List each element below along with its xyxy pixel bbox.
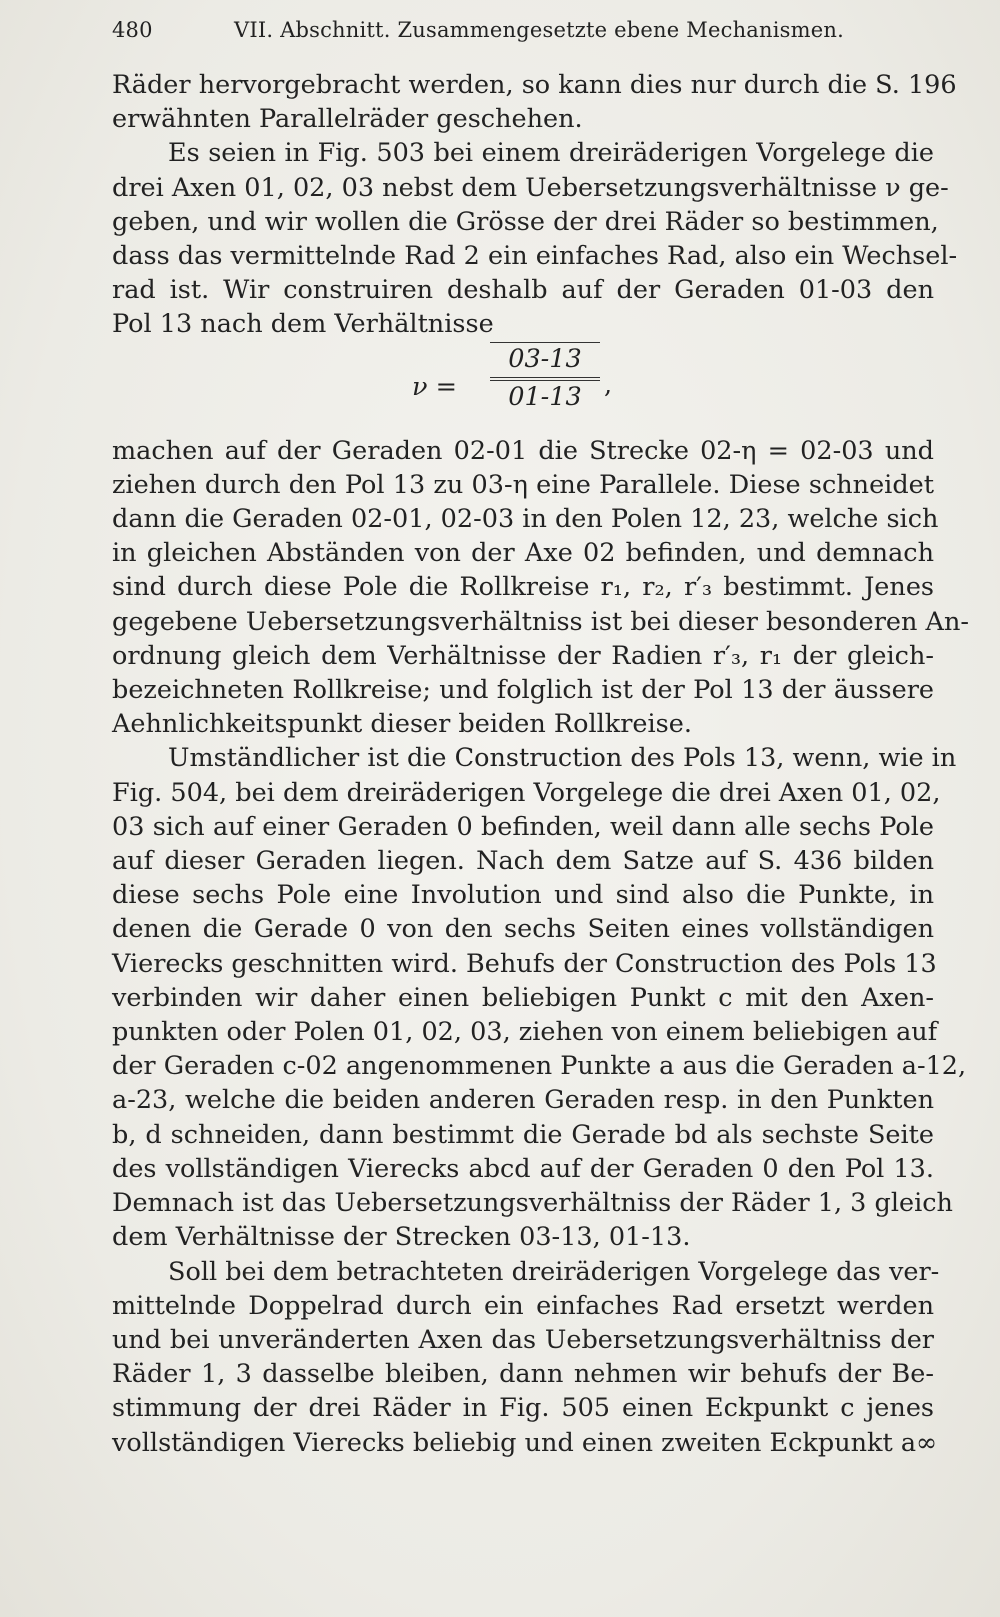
text-line: rad ist. Wir construiren deshalb auf der Geraden 01-03 den [112, 275, 934, 306]
text-line: Pol 13 nach dem Verhältnisse [112, 309, 494, 340]
text-line: Demnach ist das Uebersetzungsverhältniss der Räder 1, 3 gleich [112, 1188, 953, 1219]
fraction-bar [490, 377, 600, 378]
paragraph-2 [112, 136, 958, 341]
paragraph-4 [112, 741, 967, 1254]
running-header [112, 18, 932, 54]
text-line: Soll bei dem betrachteten dreiräderigen Vorgelege das ver- [168, 1256, 940, 1287]
text-line: bezeichneten Rollkreise; und folglich ist der Pol 13 der äussere [112, 675, 934, 706]
text-line: machen auf der Geraden 02-01 die Strecke 02-η = 02-03 und [112, 435, 934, 466]
text-line: punkten oder Polen 01, 02, 03, ziehen von einem beliebigen auf [112, 1017, 938, 1048]
text-line: denen die Gerade 0 von den sechs Seiten eines vollständigen [112, 914, 934, 945]
text-line: dem Verhältnisse der Strecken 03-13, 01-13. [112, 1222, 691, 1253]
text-line: drei Axen 01, 02, 03 nebst dem Uebersetzungsverhältnisse ν ge- [112, 172, 949, 203]
formula-lhs: ν = [412, 371, 457, 402]
text-line: Aehnlichkeitspunkt dieser beiden Rollkreise. [112, 709, 692, 740]
running-title: VII. Abschnitt. Zusammengesetzte ebene Mechanismen. [234, 18, 844, 42]
text-line: geben, und wir wollen die Grösse der drei Räder so bestimmen, [112, 206, 939, 237]
text-line: vollständigen Vierecks beliebig und einen zweiten Eckpunkt a∞ [112, 1427, 938, 1458]
text-line: des vollständigen Vierecks abcd auf der Geraden 0 den Pol 13. [112, 1153, 934, 1184]
formula-denominator: 01-13 [490, 380, 600, 413]
text-line: verbinden wir daher einen beliebigen Punkt c mit den Axen- [112, 982, 934, 1013]
text-line: 03 sich auf einer Geraden 0 befinden, weil dann alle sechs Pole [112, 811, 934, 842]
text-line: gegebene Uebersetzungsverhältniss ist bei dieser besonderen An- [112, 606, 970, 637]
main-text [112, 68, 970, 1460]
paragraph-5 [112, 1255, 940, 1460]
formula-numerator: 03-13 [490, 342, 600, 375]
text-line: diese sechs Pole eine Involution und sind also die Punkte, in [112, 880, 934, 911]
text-line: ziehen durch den Pol 13 zu 03-η eine Parallele. Diese schneidet [112, 469, 934, 500]
text-line: Vierecks geschnitten wird. Behufs der Construction des Pols 13 [112, 948, 937, 979]
text-line: b, d schneiden, dann bestimmt die Gerade bd als sechste Seite [112, 1119, 934, 1150]
text-line: mittelnde Doppelrad durch ein einfaches Rad ersetzt werden [112, 1290, 934, 1321]
text-line: in gleichen Abständen von der Axe 02 befinden, und demnach [112, 538, 934, 569]
text-line: der Geraden c-02 angenommenen Punkte a aus die Geraden a-12, [112, 1051, 967, 1082]
paragraph-3 [112, 434, 970, 742]
page-number: 480 [112, 18, 153, 42]
text-line: Es seien in Fig. 503 bei einem dreiräderigen Vorgelege die [168, 138, 934, 169]
ratio-formula [112, 342, 934, 434]
text-line: Räder hervorgebracht werden, so kann dies nur durch die S. 196 [112, 70, 957, 100]
text-line: dass das vermittelnde Rad 2 ein einfaches Rad, also ein Wechsel- [112, 241, 958, 272]
text-line: stimmung der drei Räder in Fig. 505 einen Eckpunkt c jenes [112, 1393, 934, 1424]
paragraph-1 [112, 68, 957, 136]
formula-comma: , [604, 369, 613, 400]
text-line: erwähnten Parallelräder geschehen. [112, 104, 583, 135]
text-line: ordnung gleich dem Verhältnisse der Radien r′₃, r₁ der gleich- [112, 640, 934, 671]
text-line: Räder 1, 3 dasselbe bleiben, dann nehmen wir behufs der Be- [112, 1359, 934, 1390]
formula-fraction [490, 342, 600, 413]
text-line: auf dieser Geraden liegen. Nach dem Satze auf S. 436 bilden [112, 846, 934, 877]
text-line: und bei unveränderten Axen das Uebersetzungsverhältniss der [112, 1324, 934, 1355]
text-line: Umständlicher ist die Construction des Pols 13, wenn, wie in [168, 743, 957, 774]
text-line: sind durch diese Pole die Rollkreise r₁, r₂, r′₃ bestimmt. Jenes [112, 572, 934, 603]
text-line: dann die Geraden 02-01, 02-03 in den Polen 12, 23, welche sich [112, 504, 939, 535]
text-line: a-23, welche die beiden anderen Geraden resp. in den Punkten [112, 1085, 934, 1116]
text-line: Fig. 504, bei dem dreiräderigen Vorgelege die drei Axen 01, 02, [112, 777, 941, 808]
